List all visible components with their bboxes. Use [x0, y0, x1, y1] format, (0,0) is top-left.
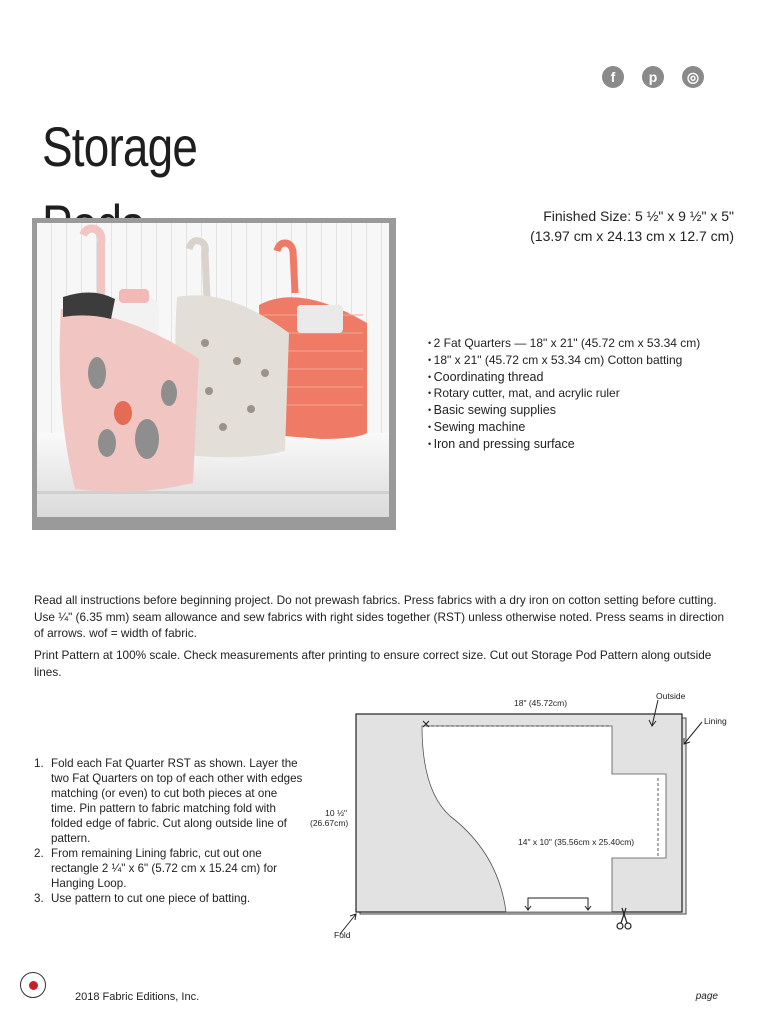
fabric-editions-logo — [20, 972, 46, 998]
supply-item: • Iron and pressing surface — [428, 436, 700, 453]
title-container — [42, 108, 402, 196]
finished-size-metric: (13.97 cm x 24.13 cm x 12.7 cm) — [530, 228, 734, 244]
pinterest-icon[interactable]: p — [642, 66, 664, 88]
fold-label: Fold — [334, 930, 351, 940]
finished-size — [530, 206, 734, 246]
supply-item: • Sewing machine — [428, 419, 700, 436]
cutting-diagram-drawing — [300, 686, 740, 946]
step-text: Use pattern to cut one piece of batting. — [51, 892, 251, 905]
social-links — [602, 66, 704, 88]
copyright-text: 2018 Fabric Editions, Inc. — [75, 991, 200, 1003]
intro-paragraph: Read all instructions before beginning project. Do not prewash fabrics. Press fabrics with a dry iron on cotton setting before cutting. Use ¼" (6.35 mm) seam allowance and sew fabrics with right sides together (RST) unless otherwise noted. Press seams in direction of arrows. wof = width of fabric. — [34, 593, 725, 640]
top-dimension-label: 18" (45.72cm) — [514, 698, 568, 708]
print-note: Print Pattern at 100% scale. Check measurements after printing to ensure correct size. Cut out Storage Pod Pattern along outside lines. — [34, 648, 712, 679]
side-dimension-imperial: 10 ½" — [325, 808, 348, 818]
step-text: From remaining Lining fabric, cut out one rectangle 2 ¼" x 6" (5.72 cm x 15.24 cm) for Hanging Loop. — [51, 847, 278, 890]
supply-item: • Coordinating thread — [428, 369, 700, 386]
inner-dimension-label: 14" x 10" (35.56cm x 25.40cm) — [518, 837, 635, 847]
supply-item: • 2 Fat Quarters — 18" x 21" (45.72 cm x 53.34 cm) — [428, 335, 700, 352]
instagram-icon[interactable]: ◎ — [682, 66, 704, 88]
product-photo — [37, 223, 389, 517]
outside-label: Outside — [656, 691, 686, 701]
steps-list — [34, 756, 304, 906]
step-item — [34, 846, 304, 891]
supplies-list — [428, 335, 700, 453]
page-title: Storage — [42, 115, 198, 178]
page-label: page — [695, 991, 718, 1002]
lining-label: Lining — [704, 716, 727, 726]
cutting-diagram — [300, 686, 740, 946]
supply-item: • Basic sewing supplies — [428, 402, 700, 419]
step-number: 1. — [34, 757, 44, 770]
supply-item: • Rotary cutter, mat, and acrylic ruler — [428, 385, 700, 402]
step-number: 2. — [34, 847, 44, 860]
side-dimension-label — [310, 808, 349, 828]
step-item — [34, 756, 304, 846]
storage-pods-illustration — [37, 223, 389, 517]
step-text: Fold each Fat Quarter RST as shown. Layer the two Fat Quarters on top of each other with edges matching (or even) to cut both pieces at one time. Pin pattern to fabric matching fold with folded edge of fabric. Cut along outside line of pattern. — [51, 757, 303, 845]
supply-item: • 18" x 21" (45.72 cm x 53.34 cm) Cotton batting — [428, 352, 700, 369]
finished-size-imperial: Finished Size: 5 ½" x 9 ½" x 5" — [543, 208, 734, 224]
side-dimension-metric: (26.67cm) — [310, 818, 349, 828]
step-number: 3. — [34, 892, 44, 905]
step-item — [34, 891, 304, 906]
facebook-icon[interactable]: f — [602, 66, 624, 88]
